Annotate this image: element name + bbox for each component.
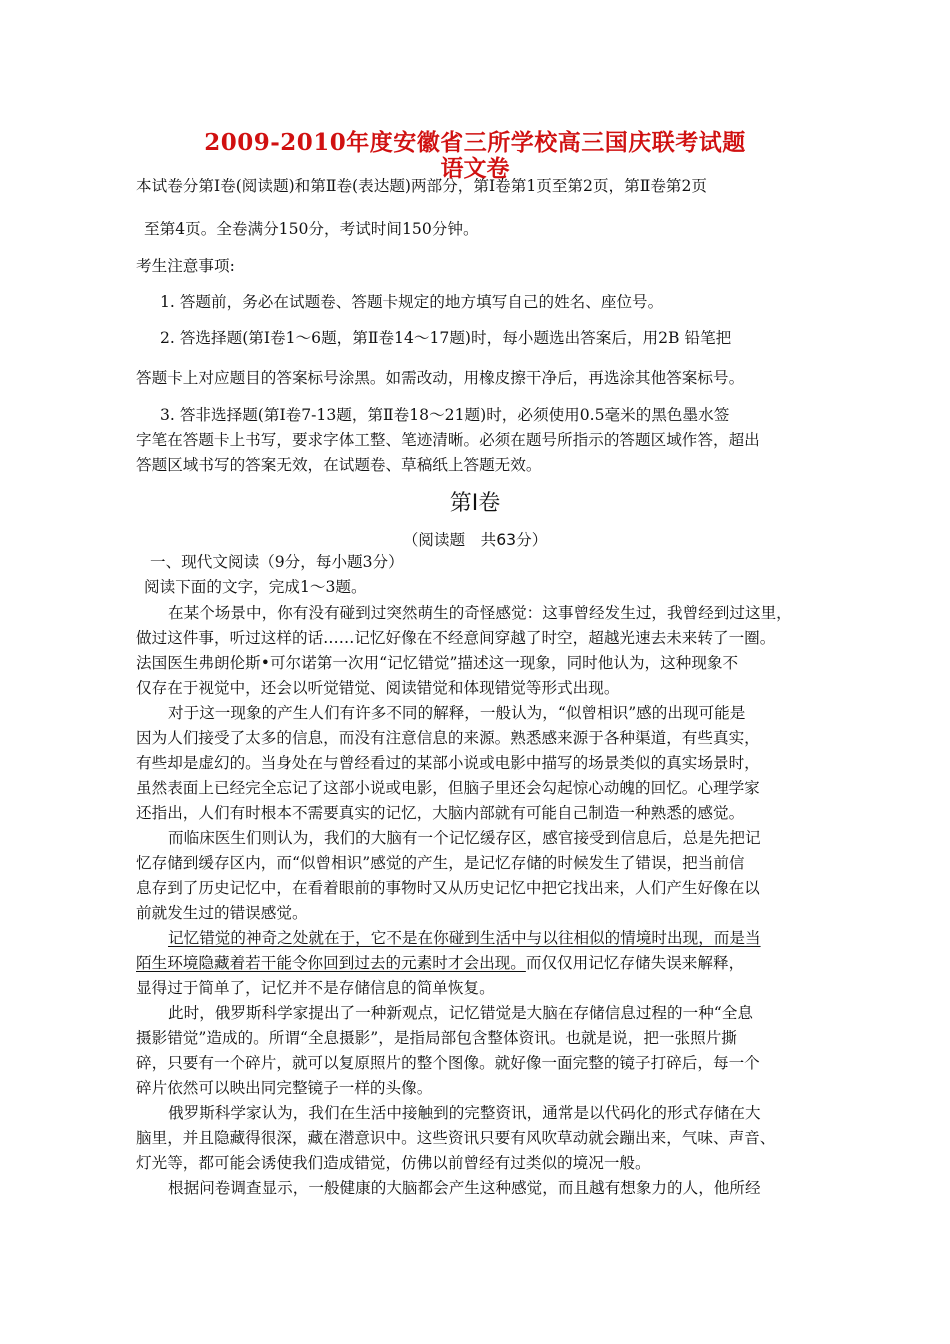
- passage-line: 根据问卷调查显示，一般健康的大脑都会产生这种感觉，而且越有想象力的人，他所经: [168, 1179, 761, 1197]
- notice-item-continued: 答题区域书写的答案无效，在试题卷、草稿纸上答题无效。: [136, 456, 542, 474]
- notice-heading: 考生注意事项:: [136, 257, 235, 275]
- passage-line: 摄影错觉”造成的。所谓“全息摄影”，是指局部包含整体资讯。也就是说，把一张照片撕: [136, 1029, 737, 1047]
- notice-item-continued: 字笔在答题卡上书写，要求字体工整、笔迹清晰。必须在题号所指示的答题区域作答，超出: [136, 431, 760, 449]
- notice-item: 2. 答选择题(第Ⅰ卷1～6题，第Ⅱ卷14～17题)时，每小题选出答案后，用2B 铅笔把: [160, 329, 732, 347]
- notice-item: 1. 答题前，务必在试题卷、答题卡规定的地方填写自己的姓名、座位号。: [160, 293, 664, 311]
- passage-line: 俄罗斯科学家认为，我们在生活中接触到的完整资讯，通常是以代码化的形式存储在大: [168, 1104, 761, 1122]
- intro-line: 本试卷分第Ⅰ卷(阅读题)和第Ⅱ卷(表达题)两部分，第Ⅰ卷第1页至第2页，第Ⅱ卷第2页: [136, 177, 708, 195]
- passage-line: [136, 953, 744, 973]
- passage-line: 对于这一现象的产生人们有许多不同的解释，一般认为，“似曾相识”感的出现可能是: [168, 704, 746, 722]
- passage-line: 前就发生过的错误感觉。: [136, 904, 308, 922]
- passage-line: 碎，只要有一个碎片，就可以复原照片的整个图像。就好像一面完整的镜子打碎后，每一个: [136, 1054, 760, 1072]
- passage-line: 法国医生弗朗伦斯•可尔诺第一次用“记忆错觉”描述这一现象，同时他认为，这种现象不: [136, 654, 739, 672]
- passage-line: 忆存储到缓存区内，而“似曾相识”感觉的产生，是记忆存储的时候发生了错误，把当前信: [136, 854, 745, 872]
- passage-line: 虽然表面上已经完全忘记了这部小说或电影，但脑子里还会勾起惊心动魄的回忆。心理学家: [136, 779, 760, 797]
- passage-line: 仅存在于视觉中，还会以听觉错觉、阅读错觉和体现错觉等形式出现。: [136, 679, 620, 697]
- passage-line: 有些却是虚幻的。当身处在与曾经看过的某部小说或电影中描写的场景类似的真实场景时，: [136, 754, 760, 772]
- passage-line: 在某个场景中，你有没有碰到过突然萌生的奇怪感觉：这事曾经发生过，我曾经到过这里，: [168, 604, 792, 622]
- volume-subtitle: （阅读题 共63分）: [402, 531, 548, 549]
- passage-line: 此时，俄罗斯科学家提出了一种新观点，记忆错觉是大脑在存储信息过程的一种“全息: [168, 1004, 753, 1022]
- passage-line: 脑里，并且隐藏得很深，藏在潜意识中。这些资讯只要有风吹草动就会蹦出来，气味、声音、: [136, 1129, 776, 1147]
- intro-line: 至第4页。全卷满分150分，考试时间150分钟。: [144, 220, 479, 238]
- passage-line: 显得过于简单了，记忆并不是存储信息的简单恢复。: [136, 979, 495, 997]
- notice-item: 3. 答非选择题(第Ⅰ卷7-13题，第Ⅱ卷18～21题)时，必须使用0.5毫米的黑色墨水签: [160, 406, 730, 424]
- notice-item-continued: 答题卡上对应题目的答案标号涂黑。如需改动，用橡皮擦干净后，再选涂其他答案标号。: [136, 369, 745, 387]
- passage-line: 碎片依然可以映出同完整镜子一样的头像。: [136, 1079, 433, 1097]
- section-heading: 一、现代文阅读（9分，每小题3分）: [150, 553, 404, 571]
- passage-line: 做过这件事，听过这样的话……记忆好像在不经意间穿越了时空，超越光速去未来转了一圈。: [136, 629, 776, 647]
- volume-title: 第Ⅰ卷: [449, 491, 501, 516]
- passage-line: 灯光等，都可能会诱使我们造成错觉，仿佛以前曾经有过类似的境况一般。: [136, 1154, 651, 1172]
- passage-line: 因为人们接受了太多的信息，而没有注意信息的来源。熟悉感来源于各种渠道，有些真实，: [136, 729, 760, 747]
- passage-line: 而临床医生们则认为，我们的大脑有一个记忆缓存区，感官接受到信息后，总是先把记: [168, 829, 761, 847]
- passage-underlined-line: 记忆错觉的神奇之处就在于，它不是在你碰到生活中与以往相似的情境时出现，而是当: [168, 929, 761, 947]
- passage-text: 而仅仅用记忆存储失误来解释，: [525, 954, 745, 972]
- section-instruction: 阅读下面的文字，完成1～3题。: [144, 578, 367, 596]
- passage-line: 还指出，人们有时根本不需要真实的记忆，大脑内部就有可能自己制造一种熟悉的感觉。: [136, 804, 745, 822]
- passage-underlined-text: 陌生环境隐藏着若干能令你回到过去的元素时才会出现。: [136, 954, 526, 972]
- passage-line: 息存到了历史记忆中，在看着眼前的事物时又从历史记忆中把它找出来，人们产生好像在以: [136, 879, 760, 897]
- exam-title: 2009-2010年度安徽省三所学校高三国庆联考试题: [204, 129, 746, 156]
- exam-subtitle: 语文卷: [440, 155, 510, 182]
